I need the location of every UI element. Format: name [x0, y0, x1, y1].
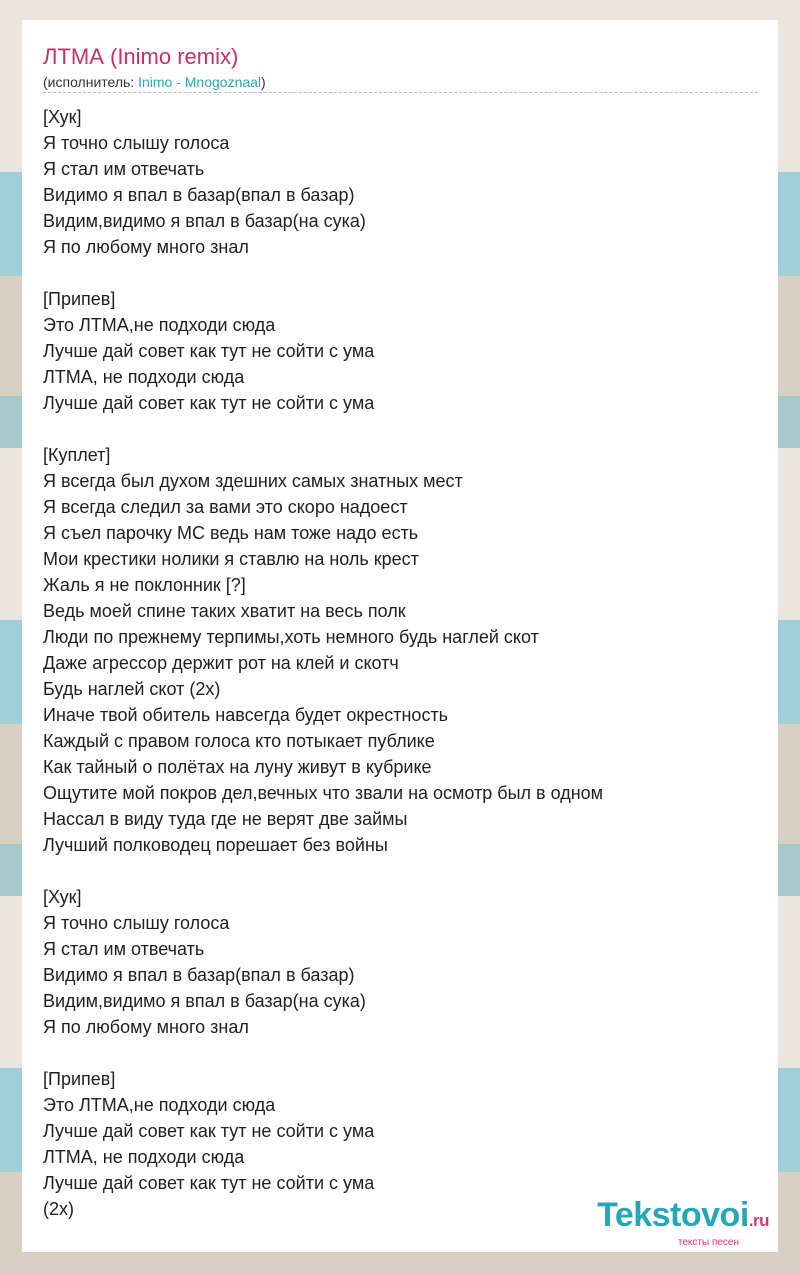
lyric-line: Это ЛТМА,не подходи сюда: [43, 1095, 276, 1115]
logo-domain: .ru: [748, 1211, 769, 1230]
lyrics-body: [43, 104, 758, 1222]
divider: [43, 92, 758, 93]
lyric-line: Ощутите мой покров дел,вечных что звали на осмотр был в одном: [43, 783, 604, 803]
lyric-line: (2x): [43, 1199, 74, 1219]
lyric-line: Видимо я впал в базар(впал в базар): [43, 965, 355, 985]
lyric-line: Нассал в виду туда где не верят две займы: [43, 809, 408, 829]
lyric-line: Каждый с правом голоса кто потыкает публике: [43, 731, 435, 751]
lyric-line: Лучше дай совет как тут не сойти с ума: [43, 1121, 375, 1141]
lyric-line: Мои крестики нолики я ставлю на ноль крест: [43, 549, 419, 569]
lyric-line: Я точно слышу голоса: [43, 913, 230, 933]
lyric-line: Жаль я не поклонник [?]: [43, 575, 246, 595]
logo-name: Tekstovoi: [597, 1196, 749, 1234]
lyric-line: Видимо я впал в базар(впал в базар): [43, 185, 355, 205]
lyric-line: Это ЛТМА,не подходи сюда: [43, 315, 276, 335]
lyric-line: Люди по прежнему терпимы,хоть немного будь наглей скот: [43, 627, 539, 647]
lyric-line: Видим,видимо я впал в базар(на сука): [43, 211, 366, 231]
lyric-line: [43, 260, 758, 286]
artist-suffix: ): [261, 74, 266, 90]
song-title: ЛТМА (Inimo remix): [43, 44, 239, 69]
lyric-line: Я стал им отвечать: [43, 159, 205, 179]
lyric-line: [43, 1040, 758, 1066]
lyric-line: Будь наглей скот (2x): [43, 679, 221, 699]
lyric-line: Лучше дай совет как тут не сойти с ума: [43, 1173, 375, 1193]
lyric-line: Иначе твой обитель навсегда будет окрестность: [43, 705, 449, 725]
lyric-line: Даже агрессор держит рот на клей и скотч: [43, 653, 399, 673]
lyric-line: Я съел парочку МС ведь нам тоже надо есть: [43, 523, 419, 543]
lyric-line: Я всегда следил за вами это скоро надоест: [43, 497, 408, 517]
lyric-line: Как тайный о полётах на луну живут в кубрике: [43, 757, 432, 777]
lyric-line: [Припев]: [43, 1069, 116, 1089]
lyric-line: Я по любому много знал: [43, 1017, 249, 1037]
lyric-line: Я по любому много знал: [43, 237, 249, 257]
logo-tagline: тексты песен: [677, 1237, 739, 1248]
lyrics-card: [22, 20, 778, 1252]
lyric-line: [Припев]: [43, 289, 116, 309]
site-logo[interactable]: [597, 1198, 769, 1248]
artist-link[interactable]: Inimo - Mnogoznaal: [138, 74, 262, 90]
lyric-line: [43, 416, 758, 442]
lyric-line: [43, 858, 758, 884]
lyric-line: Лучший полководец порешает без войны: [43, 835, 388, 855]
lyric-line: Я точно слышу голоса: [43, 133, 230, 153]
lyric-line: Лучше дай совет как тут не сойти с ума: [43, 393, 375, 413]
lyric-line: Я стал им отвечать: [43, 939, 205, 959]
lyric-line: Я всегда был духом здешних самых знатных мест: [43, 471, 463, 491]
artist-prefix: (исполнитель:: [43, 74, 139, 90]
artist-line: [43, 74, 266, 90]
lyric-line: Видим,видимо я впал в базар(на сука): [43, 991, 366, 1011]
lyric-line: Лучше дай совет как тут не сойти с ума: [43, 341, 375, 361]
lyric-line: [Хук]: [43, 107, 82, 127]
lyric-line: Ведь моей спине таких хватит на весь полк: [43, 601, 406, 621]
lyric-line: ЛТМА, не подходи сюда: [43, 1147, 245, 1167]
lyric-line: [Хук]: [43, 887, 82, 907]
lyric-line: ЛТМА, не подходи сюда: [43, 367, 245, 387]
lyric-line: [Куплет]: [43, 445, 111, 465]
